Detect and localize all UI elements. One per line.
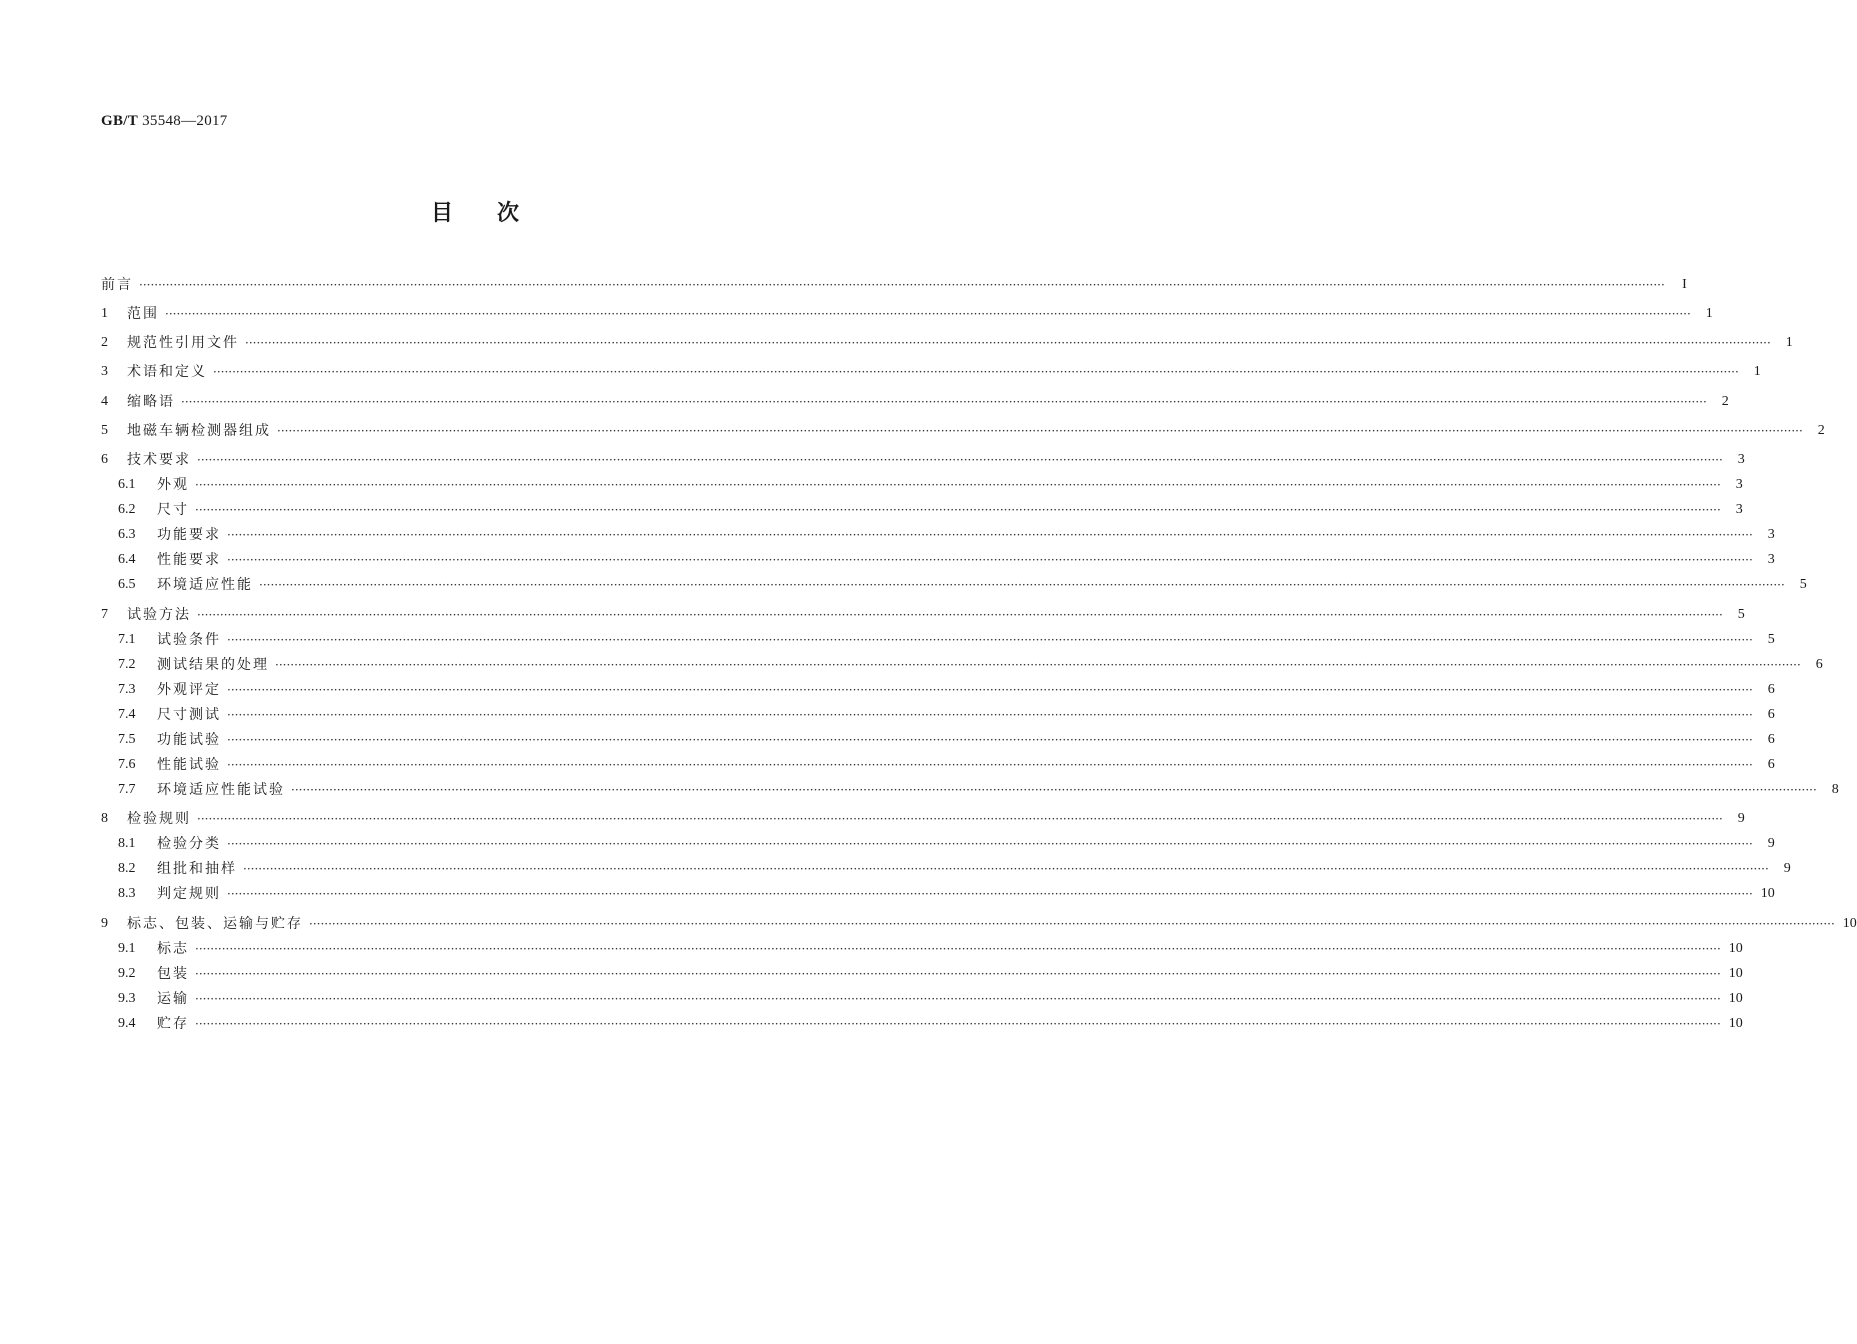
dot-leader: ················································································································································································································································································································································································································ (309, 917, 1835, 931)
toc-entry-number: 8 (101, 811, 108, 826)
toc-entry-label: 运输 (157, 991, 189, 1007)
toc-entry-label: 环境适应性能试验 (157, 782, 285, 798)
toc-entry-number: 9.1 (118, 941, 136, 956)
standard-number: 35548—2017 (142, 113, 228, 129)
dot-leader: ················································································································································································································································································································································································································ (227, 733, 1753, 747)
dot-leader: ················································································································································································································································································································································································································ (227, 887, 1753, 901)
toc-entry-label: 标志 (157, 941, 189, 957)
toc-entry-number: 8.1 (118, 836, 136, 851)
toc-entry-number: 7.3 (118, 682, 136, 697)
dot-leader: ················································································································································································································································································································································································································ (227, 758, 1753, 772)
toc-entry-label: 环境适应性能 (157, 577, 253, 593)
toc-entry-label: 功能要求 (157, 527, 221, 543)
toc-entry[interactable] (118, 988, 1743, 1010)
dot-leader: ················································································································································································································································································································································································································ (181, 395, 1707, 409)
toc-entry-number: 4 (101, 394, 108, 409)
toc-entry-number: 6.1 (118, 477, 136, 492)
toc-entry[interactable] (118, 474, 1743, 496)
dot-leader: ················································································································································································································································································································································································································ (197, 608, 1723, 622)
toc-entry-label: 包装 (157, 966, 189, 982)
toc-entry-number: 6 (101, 452, 108, 467)
toc-entry-number: 6.5 (118, 577, 136, 592)
toc-entry[interactable] (101, 274, 1687, 296)
toc-entry-page: 3 (1735, 502, 1743, 517)
toc-entry-label: 试验条件 (157, 632, 221, 648)
dot-leader: ················································································································································································································································································································································································································ (197, 812, 1723, 826)
toc-entry-page: 2 (1721, 394, 1729, 409)
toc-entry-page: 1 (1753, 364, 1761, 379)
toc-entry-label: 缩略语 (127, 394, 175, 410)
toc-entry[interactable] (101, 332, 1793, 354)
toc-entry-number: 6.2 (118, 502, 136, 517)
toc-entry-page: 3 (1735, 477, 1743, 492)
toc-entry[interactable] (118, 679, 1775, 701)
dot-leader: ················································································································································································································································································································································································································ (227, 528, 1753, 542)
toc-entry-label: 外观 (157, 477, 189, 493)
toc-entry[interactable] (118, 833, 1775, 855)
toc-entry-number: 7.5 (118, 732, 136, 747)
toc-entry-label: 测试结果的处理 (157, 657, 269, 673)
toc-entry-number: 9.2 (118, 966, 136, 981)
toc-entry-page: 10 (1728, 991, 1743, 1006)
dot-leader: ················································································································································································································································································································································································································ (227, 683, 1753, 697)
toc-entry-label: 检验分类 (157, 836, 221, 852)
toc-entry-label: 尺寸 (157, 502, 189, 518)
toc-entry-page: 5 (1737, 607, 1745, 622)
toc-entry-page: 3 (1767, 552, 1775, 567)
toc-entry-label: 贮存 (157, 1016, 189, 1032)
toc-entry-label: 前言 (101, 277, 133, 293)
dot-leader: ················································································································································································································································································································································································································ (227, 837, 1753, 851)
toc-entry-number: 6.3 (118, 527, 136, 542)
toc-entry[interactable] (101, 808, 1745, 830)
toc-entry-number: 8.3 (118, 886, 136, 901)
toc-entry[interactable] (118, 499, 1743, 521)
dot-leader: ················································································································································································································································································································································································································ (227, 708, 1753, 722)
toc-entry-label: 规范性引用文件 (127, 335, 239, 351)
toc-entry[interactable] (101, 391, 1729, 413)
toc-entry-page: 10 (1728, 1016, 1743, 1031)
toc-entry-page: 2 (1817, 423, 1825, 438)
toc-entry[interactable] (118, 729, 1775, 751)
toc-entry-label: 试验方法 (127, 607, 191, 623)
toc-entry-page: 6 (1767, 757, 1775, 772)
toc-entry-page: 9 (1767, 836, 1775, 851)
toc-entry-label: 组批和抽样 (157, 861, 237, 877)
toc-entry-page: 10 (1728, 966, 1743, 981)
toc-entry-page: 3 (1767, 527, 1775, 542)
toc-entry-page: 6 (1815, 657, 1823, 672)
toc-entry[interactable] (118, 549, 1775, 571)
dot-leader: ················································································································································································································································································································································································································ (195, 992, 1721, 1006)
dot-leader: ················································································································································································································································································································································································································ (245, 336, 1771, 350)
toc-entry[interactable] (101, 449, 1745, 471)
dot-leader: ················································································································································································································································································································································································································ (213, 365, 1739, 379)
toc-entry-label: 检验规则 (127, 811, 191, 827)
toc-entry-label: 范围 (127, 306, 159, 322)
page-title: 目次 (430, 201, 563, 226)
toc-entry-label: 外观评定 (157, 682, 221, 698)
toc-entry-page: 5 (1799, 577, 1807, 592)
dot-leader: ················································································································································································································································································································································································································ (195, 942, 1721, 956)
toc-entry[interactable] (101, 604, 1745, 626)
dot-leader: ················································································································································································································································································································································································································ (227, 553, 1753, 567)
toc-entry-number: 7.2 (118, 657, 136, 672)
toc-entry-page: 1 (1705, 306, 1713, 321)
dot-leader: ················································································································································································································································································································································································································ (277, 424, 1803, 438)
toc-entry-page: 10 (1842, 916, 1857, 931)
toc-entry-page: 8 (1831, 782, 1839, 797)
toc-entry[interactable] (118, 858, 1791, 880)
toc-entry-number: 9.3 (118, 991, 136, 1006)
toc-entry-number: 3 (101, 364, 108, 379)
dot-leader: ················································································································································································································································································································································································································ (195, 503, 1721, 517)
toc-entry[interactable] (118, 963, 1743, 985)
toc-entry[interactable] (118, 779, 1839, 801)
standard-prefix: GB/T (101, 113, 139, 129)
toc-entry-page: 6 (1767, 682, 1775, 697)
toc-entry-page: 1 (1785, 335, 1793, 350)
toc-entry[interactable] (118, 1013, 1743, 1035)
toc-entry[interactable] (118, 938, 1743, 960)
toc-entry[interactable] (118, 704, 1775, 726)
dot-leader: ················································································································································································································································································································································································································ (195, 478, 1721, 492)
toc-entry[interactable] (101, 303, 1713, 325)
toc-entry-number: 7.7 (118, 782, 136, 797)
toc-entry-page: 5 (1767, 632, 1775, 647)
toc-entry[interactable] (101, 420, 1825, 442)
toc-entry-label: 术语和定义 (127, 364, 207, 380)
toc-entry-page: I (1682, 277, 1687, 292)
dot-leader: ················································································································································································································································································································································································································ (197, 453, 1723, 467)
toc-entry-label: 地磁车辆检测器组成 (127, 423, 271, 439)
toc-entry-label: 性能要求 (157, 552, 221, 568)
toc-entry-number: 9 (101, 916, 108, 931)
dot-leader: ················································································································································································································································································································································································································ (291, 783, 1817, 797)
toc-entry-number: 9.4 (118, 1016, 136, 1031)
dot-leader: ················································································································································································································································································································································································································ (227, 633, 1753, 647)
toc-entry-number: 7.1 (118, 632, 136, 647)
toc-entry[interactable] (118, 629, 1775, 651)
toc-entry-number: 5 (101, 423, 108, 438)
dot-leader: ················································································································································································································································································································································································································ (139, 278, 1665, 292)
toc-entry[interactable] (118, 524, 1775, 546)
toc-entry[interactable] (118, 754, 1775, 776)
toc-entry[interactable] (118, 654, 1823, 676)
dot-leader: ················································································································································································································································································································································································································ (259, 578, 1785, 592)
toc-entry-label: 判定规则 (157, 886, 221, 902)
toc-entry-page: 10 (1728, 941, 1743, 956)
toc-entry-label: 标志、包装、运输与贮存 (127, 916, 303, 932)
toc-entry-number: 2 (101, 335, 108, 350)
toc-entry-number: 8.2 (118, 861, 136, 876)
toc-entry[interactable] (101, 913, 1857, 935)
dot-leader: ················································································································································································································································································································································································································ (275, 658, 1801, 672)
toc-entry-page: 6 (1767, 707, 1775, 722)
dot-leader: ················································································································································································································································································································································································································ (243, 862, 1769, 876)
toc-entry-number: 6.4 (118, 552, 136, 567)
toc-entry-number: 1 (101, 306, 108, 321)
toc-entry-page: 9 (1783, 861, 1791, 876)
dot-leader: ················································································································································································································································································································································································································ (195, 967, 1721, 981)
toc-entry-label: 性能试验 (157, 757, 221, 773)
dot-leader: ················································································································································································································································································································································································································ (195, 1017, 1721, 1031)
toc-entry-number: 7.6 (118, 757, 136, 772)
toc-entry-number: 7 (101, 607, 108, 622)
toc-entry-page: 10 (1760, 886, 1775, 901)
dot-leader: ················································································································································································································································································································································································································ (165, 307, 1691, 321)
toc-entry-label: 功能试验 (157, 732, 221, 748)
toc-entry[interactable] (101, 361, 1761, 383)
toc-entry-page: 6 (1767, 732, 1775, 747)
toc-entry-label: 技术要求 (127, 452, 191, 468)
toc-entry[interactable] (118, 883, 1775, 905)
toc-entry-page: 9 (1737, 811, 1745, 826)
toc-entry-label: 尺寸测试 (157, 707, 221, 723)
toc-entry-number: 7.4 (118, 707, 136, 722)
toc-entry-page: 3 (1737, 452, 1745, 467)
toc-entry[interactable] (118, 574, 1807, 596)
